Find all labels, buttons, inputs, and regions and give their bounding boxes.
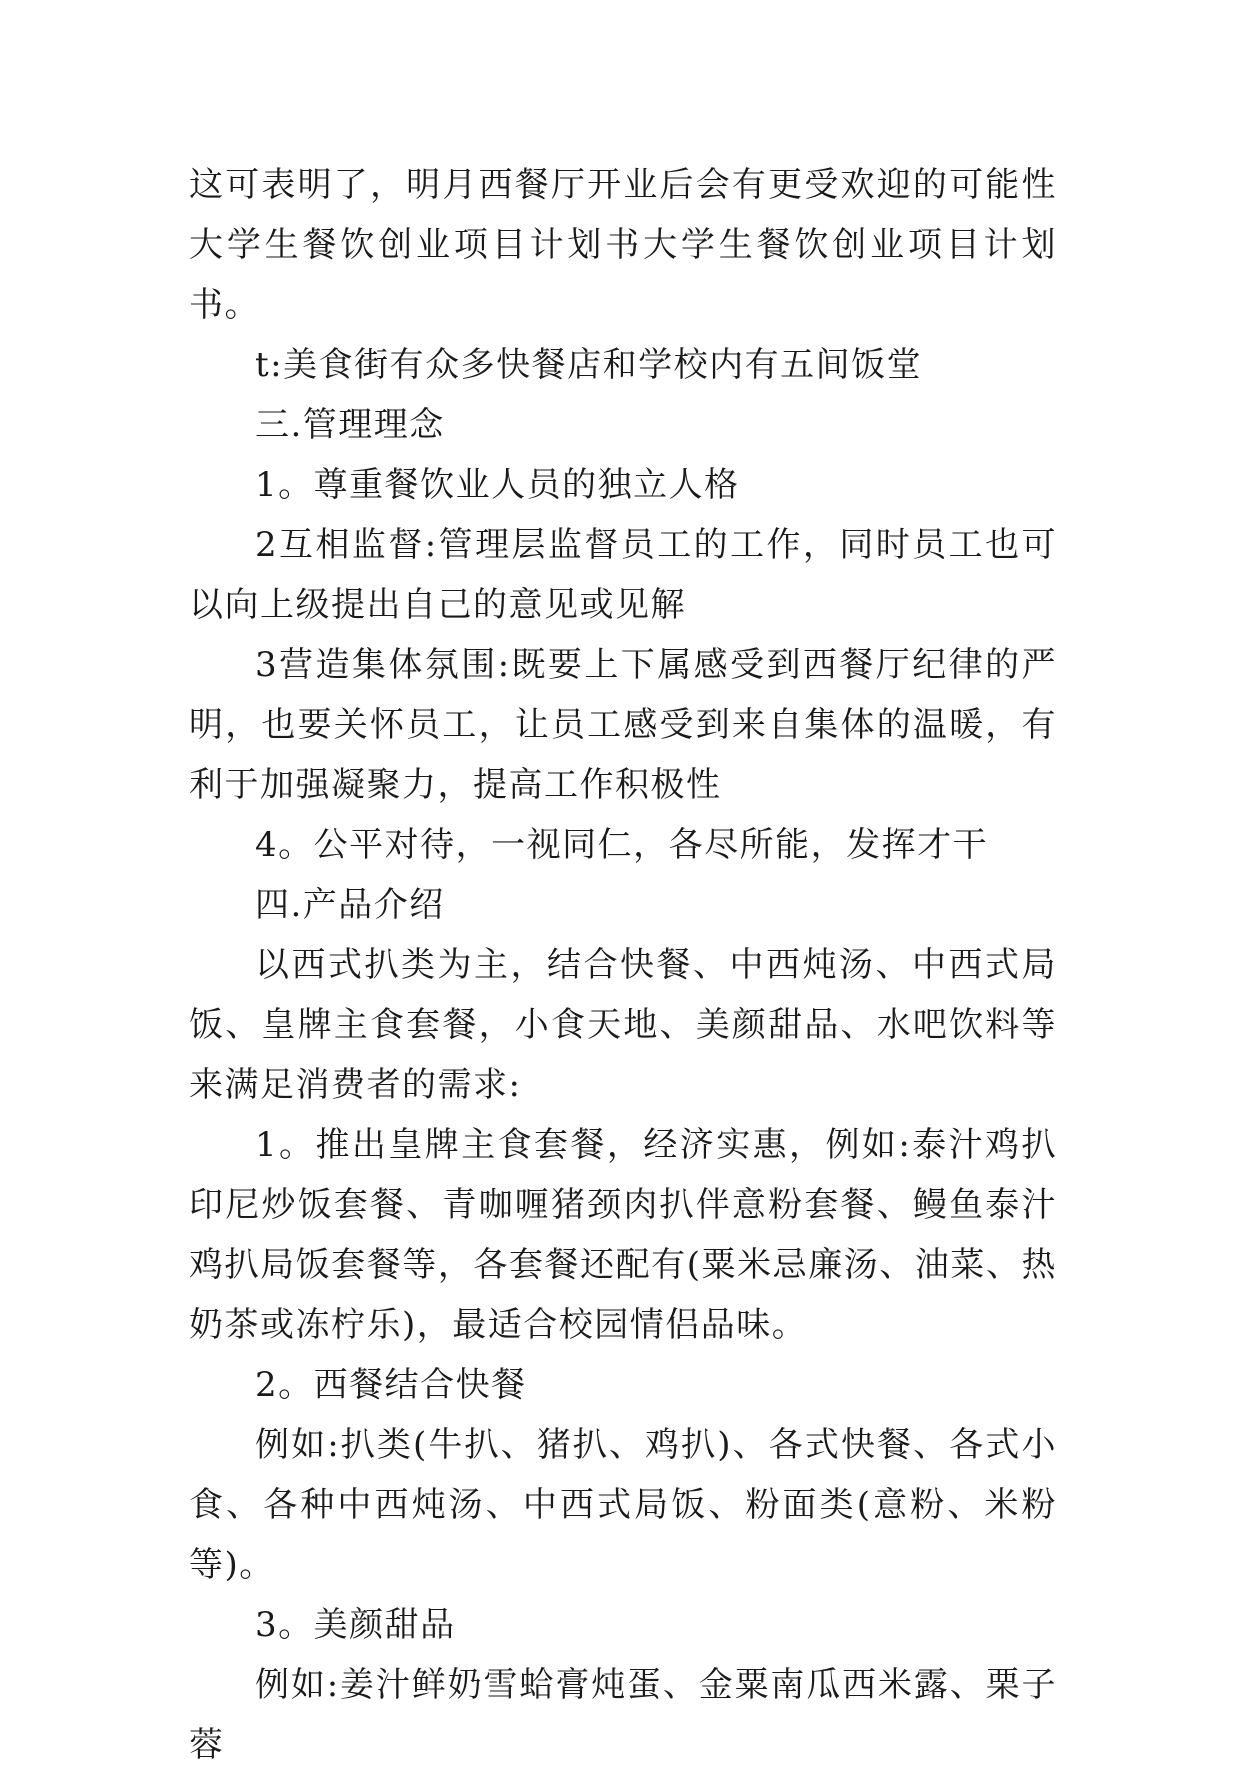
list-item: 1。推出皇牌主食套餐，经济实惠，例如:泰汁鸡扒印尼炒饭套餐、青咖喱猪颈肉扒伴意粉套餐、鳗鱼泰汁鸡扒局饭套餐等，各套餐还配有(粟米忌廉汤、油菜、热奶茶或冻柠乐)，最适合校园情侣品味。 — [189, 1125, 1057, 1345]
paragraph: 以西式扒类为主，结合快餐、中西炖汤、中西式局饭、皇牌主食套餐，小食天地、美颜甜品、水吧饮料等来满足消费者的需求: — [189, 945, 1057, 1105]
paragraph: 例如:扒类(牛扒、猪扒、鸡扒)、各式快餐、各式小食、各种中西炖汤、中西式局饭、粉面类(意粉、米粉等)。 — [189, 1425, 1057, 1585]
paragraph: t:美食街有众多快餐店和学校内有五间饭堂 — [255, 345, 923, 385]
paragraph: 这可表明了，明月西餐厅开业后会有更受欢迎的可能性大学生餐饮创业项目计划书大学生餐饮创业项目计划书。 — [189, 165, 1057, 325]
section-heading: 三.管理理念 — [255, 405, 445, 445]
list-item: 3。美颜甜品 — [255, 1605, 456, 1645]
list-item: 2互相监督:管理层监督员工的工作，同时员工也可以向上级提出自己的意见或见解 — [189, 525, 1057, 625]
section-heading: 四.产品介绍 — [255, 885, 445, 925]
list-item: 4。公平对待，一视同仁，各尽所能，发挥才干 — [255, 825, 989, 865]
document-body — [189, 155, 1057, 1775]
list-item: 2。西餐结合快餐 — [255, 1365, 527, 1405]
list-item: 1。尊重餐饮业人员的独立人格 — [255, 465, 740, 505]
list-item: 3营造集体氛围:既要上下属感受到西餐厅纪律的严明，也要关怀员工，让员工感受到来自集体的温暖，有利于加强凝聚力，提高工作积极性 — [189, 645, 1057, 805]
paragraph: 例如:姜汁鲜奶雪蛤膏炖蛋、金粟南瓜西米露、栗子蓉 — [189, 1665, 1057, 1765]
